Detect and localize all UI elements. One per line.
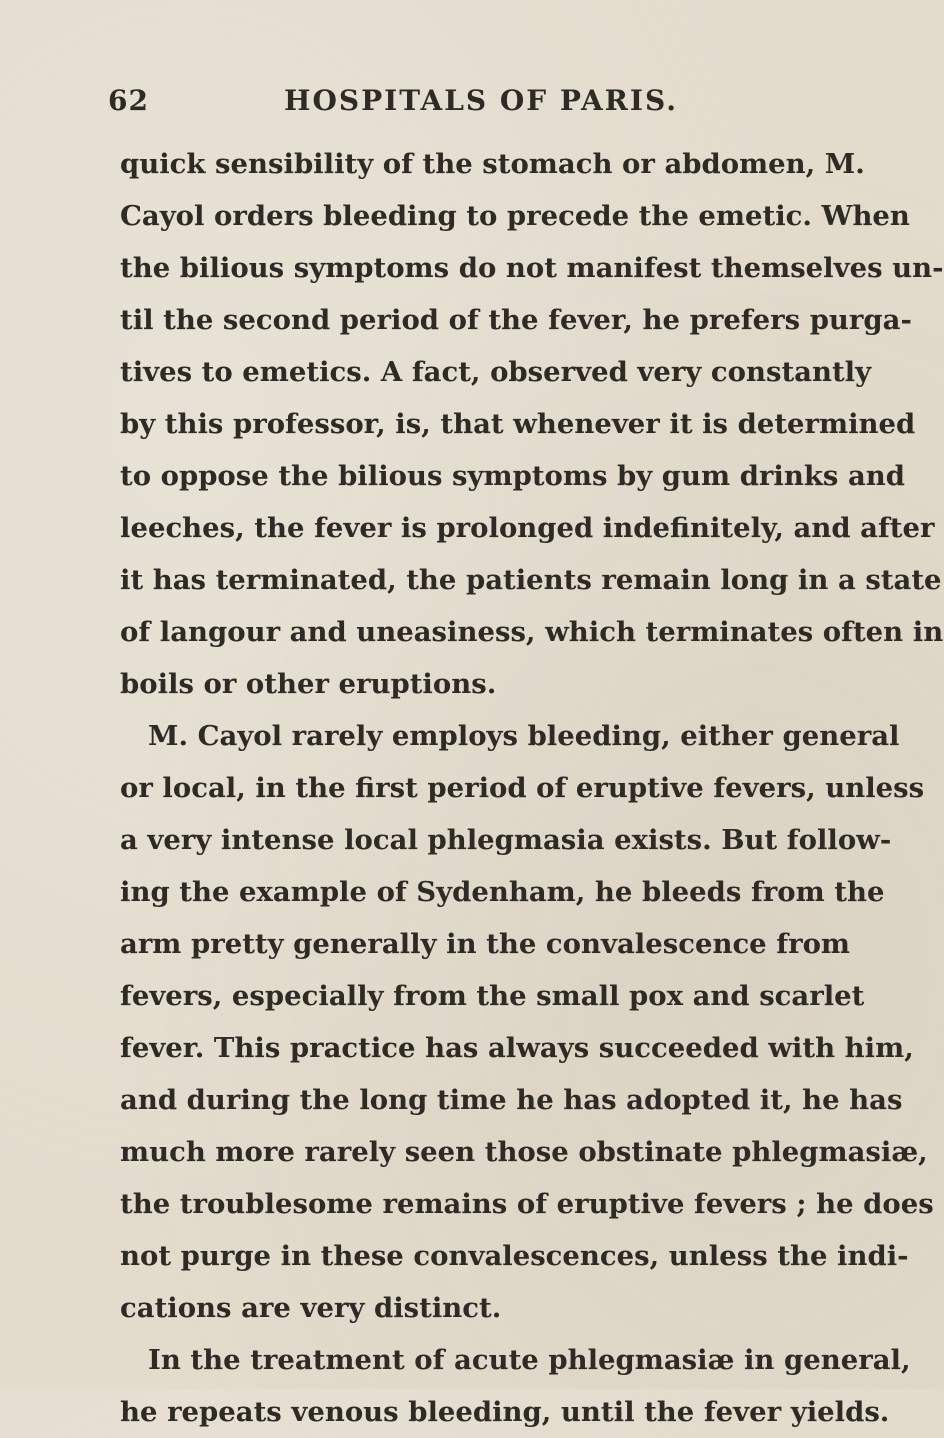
text-line: the troublesome remains of eruptive fevers ; he does <box>120 1188 934 1220</box>
running-head <box>0 84 800 124</box>
text-line: til the second period of the fever, he prefers purga- <box>120 304 912 336</box>
text-line: to oppose the bilious symptoms by gum drinks and <box>120 460 906 492</box>
text-line: fever. This practice has always succeeded with him, <box>120 1032 914 1064</box>
text-line: of langour and uneasiness, which terminates often in <box>120 616 944 648</box>
page-number: 62 <box>108 84 149 117</box>
text-line: not purge in these convalescences, unless the indi- <box>120 1240 909 1272</box>
text-line: and during the long time he has adopted it, he has <box>120 1084 903 1116</box>
text-line: quick sensibility of the stomach or abdomen, M. <box>120 148 865 180</box>
text-line: it has terminated, the patients remain long in a state <box>120 564 942 596</box>
text-line: tives to emetics. A fact, observed very constantly <box>120 356 872 388</box>
text-line: fevers, especially from the small pox and scarlet <box>120 980 865 1012</box>
text-line: Cayol orders bleeding to precede the emetic. When <box>120 200 910 232</box>
text-line: arm pretty generally in the convalescence from <box>120 928 851 960</box>
body-text <box>120 138 944 1438</box>
text-line: In the treatment of acute phlegmasiæ in general, <box>148 1344 911 1376</box>
text-line: or local, in the first period of eruptive fevers, unless <box>120 772 925 804</box>
text-line: much more rarely seen those obstinate phlegmasiæ, <box>120 1136 928 1168</box>
text-line: the bilious symptoms do not manifest themselves un- <box>120 252 944 284</box>
text-line: by this professor, is, that whenever it is determined <box>120 408 916 440</box>
running-title: HOSPITALS OF PARIS. <box>284 84 679 117</box>
text-line: boils or other eruptions. <box>120 668 497 700</box>
text-line: leeches, the fever is prolonged indefinitely, and after <box>120 512 935 544</box>
text-line: M. Cayol rarely employs bleeding, either general <box>148 720 900 752</box>
text-line: a very intense local phlegmasia exists. But follow- <box>120 824 892 856</box>
text-line: ing the example of Sydenham, he bleeds from the <box>120 876 885 908</box>
text-line: he repeats venous bleeding, until the fever yields. <box>120 1396 890 1428</box>
text-line: cations are very distinct. <box>120 1292 502 1324</box>
